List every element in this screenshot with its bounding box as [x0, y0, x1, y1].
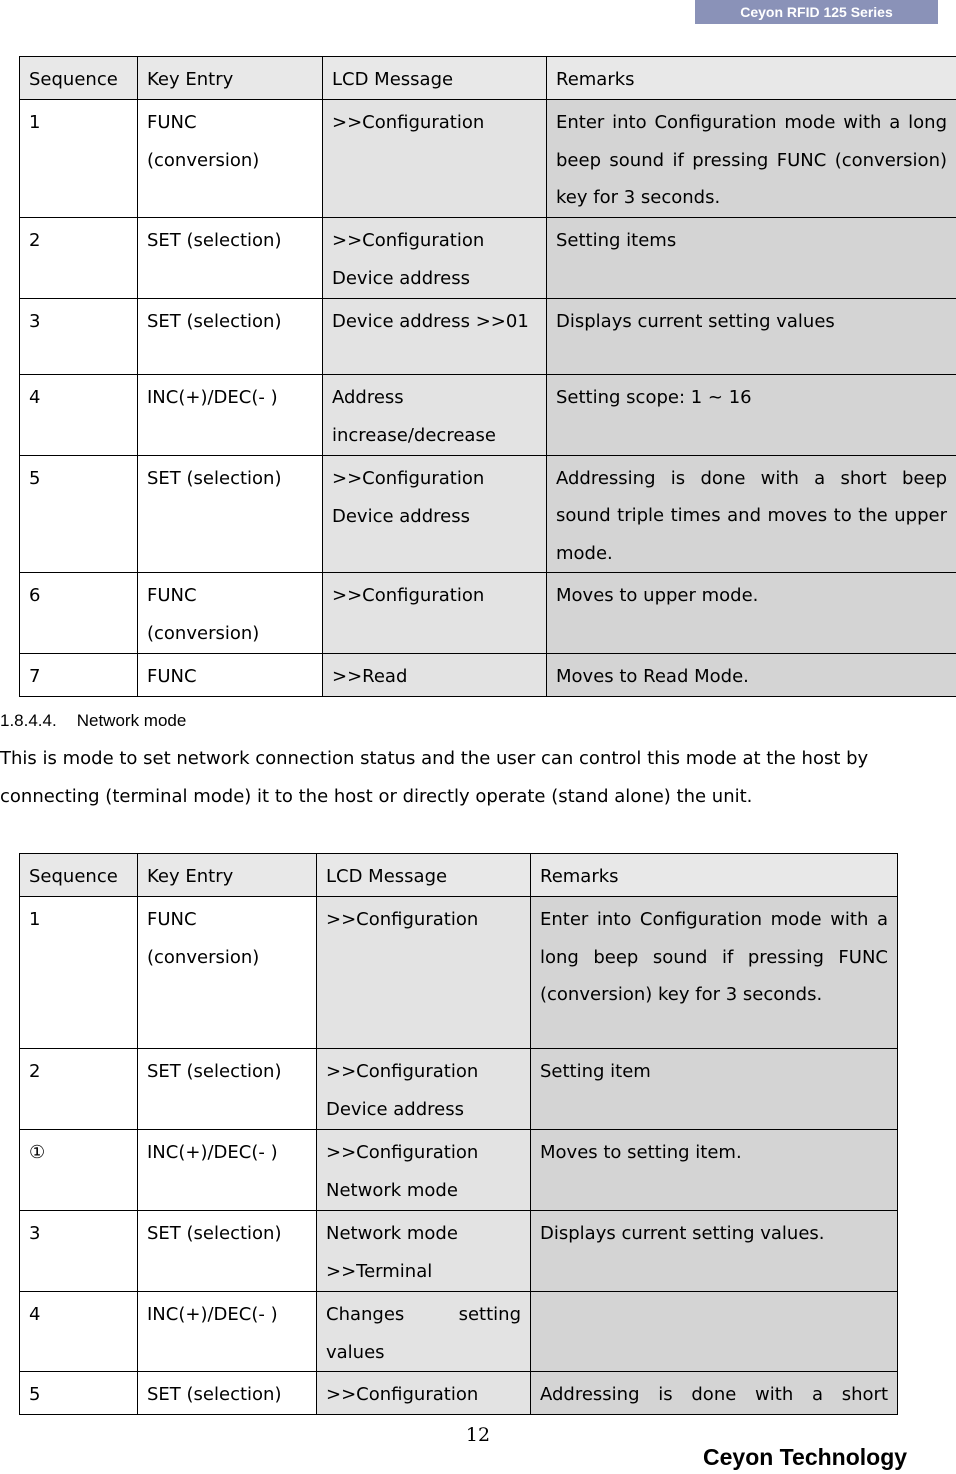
header-key-entry: Key Entry: [138, 854, 317, 897]
section-paragraph: This is mode to set network connection status and the user can control this mode at the host by connecting (terminal mode) it to the host or directly operate (stand alone) the unit.: [0, 748, 869, 807]
configuration-steps-table: [19, 56, 956, 697]
table-row: [20, 1049, 898, 1130]
table-row: [20, 573, 956, 654]
remarks-cell: Moves to Read Mode.: [547, 654, 956, 697]
lcd-message-cell: Address increase/decrease: [323, 374, 547, 455]
remarks-cell: [531, 1292, 898, 1372]
remarks-cell: Setting item: [531, 1049, 898, 1130]
table-row: [20, 1130, 898, 1211]
remarks-cell: Displays current setting values: [547, 298, 956, 374]
lcd-message-cell: >>Configuration: [317, 897, 531, 1049]
sequence-cell: 1: [20, 100, 138, 218]
table-row: [20, 298, 956, 374]
remarks-cell: Moves to upper mode.: [547, 573, 956, 654]
table-row: [20, 1292, 898, 1372]
sequence-cell: 3: [20, 298, 138, 374]
table-row: [20, 217, 956, 298]
lcd-message-cell: >>Configuration: [317, 1372, 531, 1415]
lcd-message-cell: >>Read: [323, 654, 547, 697]
table-row: [20, 374, 956, 455]
key-entry-cell: SET (selection): [138, 1211, 317, 1292]
header-remarks: Remarks: [531, 854, 898, 897]
table-row: [20, 897, 898, 1049]
lcd-message-cell: >>Configuration Device address: [323, 455, 547, 573]
sequence-cell: ①: [20, 1130, 138, 1211]
company-name: Ceyon Technology: [703, 1444, 908, 1470]
key-entry-cell: INC(+)/DEC(- ): [138, 374, 323, 455]
remarks-cell: Setting items: [547, 217, 956, 298]
sequence-cell: 3: [20, 1211, 138, 1292]
lcd-message-cell: Device address >>01: [323, 298, 547, 374]
table-header-row: [20, 854, 898, 897]
key-entry-cell: SET (selection): [138, 217, 323, 298]
table-row: [20, 1211, 898, 1292]
key-entry-cell: SET (selection): [138, 298, 323, 374]
lcd-message-cell: >>Configuration Device address: [323, 217, 547, 298]
page-number: 12: [465, 1424, 491, 1446]
remarks-cell: Addressing is done with a short beep sound triple times and moves to the upper mode.: [547, 455, 956, 573]
remarks-cell: Moves to setting item.: [531, 1130, 898, 1211]
remarks-cell: Enter into Configuration mode with a long beep sound if pressing FUNC (conversion) key for 3 seconds.: [547, 100, 956, 218]
table-row: [20, 654, 956, 697]
table-header-row: [20, 57, 956, 100]
section-number: 1.8.4.4.: [0, 711, 57, 730]
key-entry-cell: INC(+)/DEC(- ): [138, 1130, 317, 1211]
header-lcd-message: LCD Message: [317, 854, 531, 897]
remarks-cell: Addressing is done with a short: [531, 1372, 898, 1415]
remarks-cell: Enter into Configuration mode with a long beep sound if pressing FUNC (conversion) key for 3 seconds.: [531, 897, 898, 1049]
sequence-cell: 6: [20, 573, 138, 654]
key-entry-cell: FUNC (conversion): [138, 100, 323, 218]
key-entry-cell: FUNC (conversion): [138, 897, 317, 1049]
sequence-cell: 7: [20, 654, 138, 697]
lcd-message-cell: >>Configuration: [323, 573, 547, 654]
key-entry-cell: FUNC (conversion): [138, 573, 323, 654]
sequence-cell: 5: [20, 1372, 138, 1415]
network-mode-steps-table: [19, 853, 898, 1415]
header-sequence: Sequence: [20, 854, 138, 897]
sequence-cell: 1: [20, 897, 138, 1049]
key-entry-cell: SET (selection): [138, 1372, 317, 1415]
sequence-cell: 2: [20, 217, 138, 298]
lcd-message-cell: >>Configuration Device address: [317, 1049, 531, 1130]
table-row: [20, 455, 956, 573]
header-key-entry: Key Entry: [138, 57, 323, 100]
lcd-message-cell: Network mode >>Terminal: [317, 1211, 531, 1292]
sequence-cell: 4: [20, 1292, 138, 1372]
key-entry-cell: INC(+)/DEC(- ): [138, 1292, 317, 1372]
sequence-cell: 5: [20, 455, 138, 573]
header-remarks: Remarks: [547, 57, 956, 100]
table-row: [20, 1372, 898, 1415]
series-badge: Ceyon RFID 125 Series: [695, 0, 938, 24]
remarks-cell: Displays current setting values.: [531, 1211, 898, 1292]
lcd-message-cell: Changes setting values: [317, 1292, 531, 1372]
table-row: [20, 100, 956, 218]
section-heading: [0, 711, 186, 731]
lcd-message-cell: >>Configuration Network mode: [317, 1130, 531, 1211]
header-lcd-message: LCD Message: [323, 57, 547, 100]
key-entry-cell: SET (selection): [138, 455, 323, 573]
header-sequence: Sequence: [20, 57, 138, 100]
key-entry-cell: SET (selection): [138, 1049, 317, 1130]
lcd-message-cell: >>Configuration: [323, 100, 547, 218]
key-entry-cell: FUNC: [138, 654, 323, 697]
remarks-cell: Setting scope: 1 ~ 16: [547, 374, 956, 455]
sequence-cell: 2: [20, 1049, 138, 1130]
section-title: Network mode: [76, 711, 187, 730]
sequence-cell: 4: [20, 374, 138, 455]
